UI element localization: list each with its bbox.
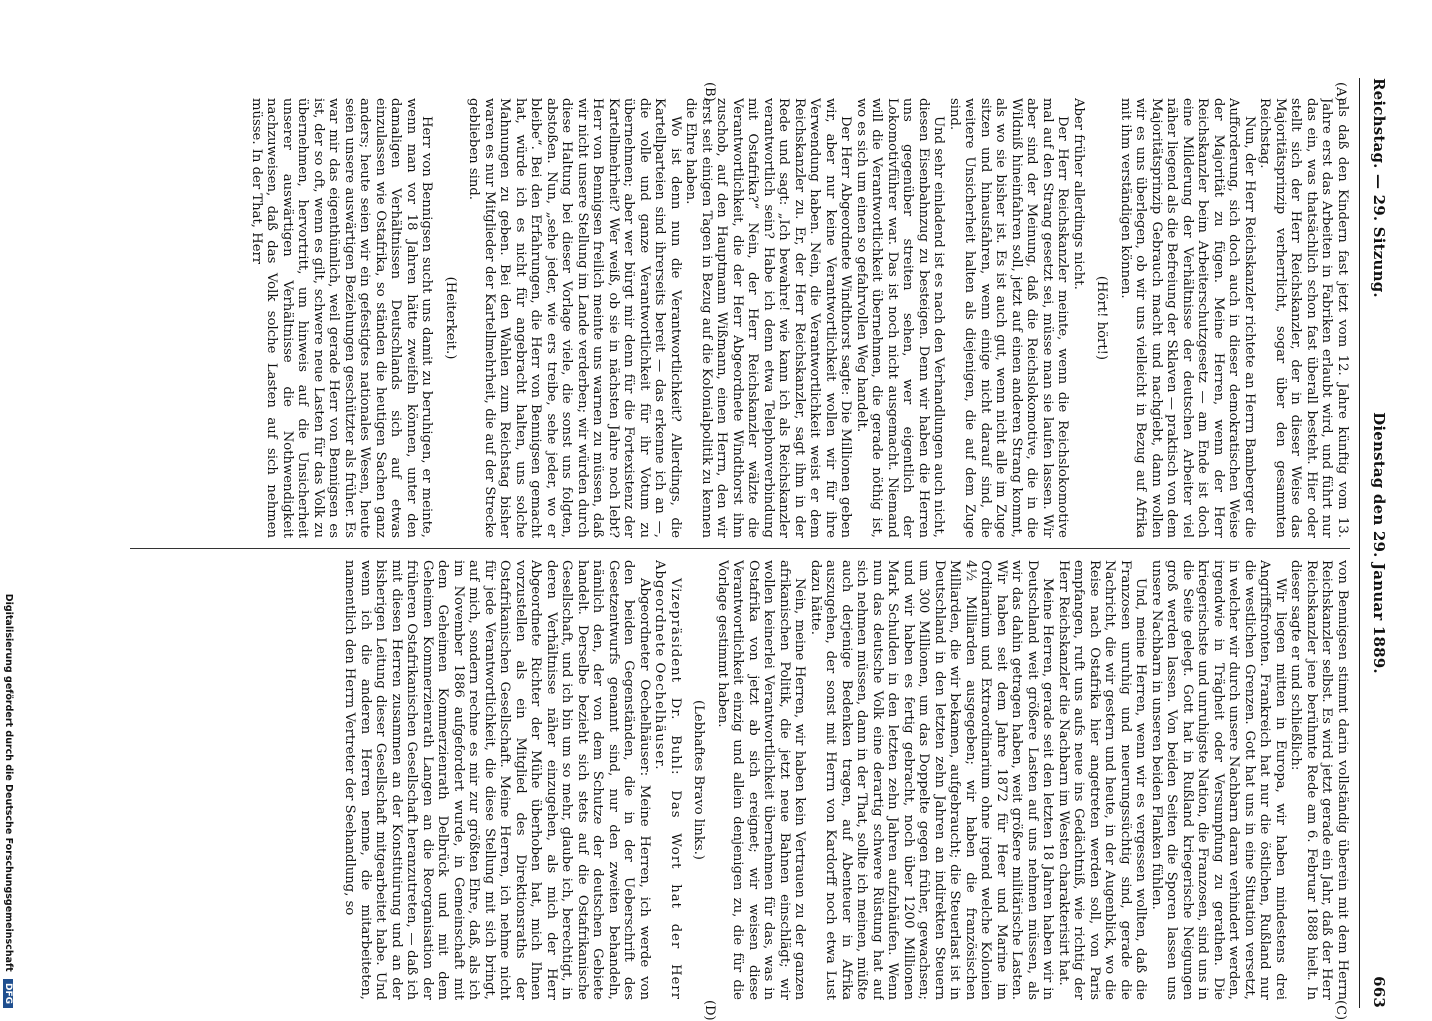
header-session: Reichstag. — 29. Sitzung. [1370, 78, 1388, 298]
paragraph: Aber früher allerdings nicht. [1071, 98, 1086, 290]
footer-text: Digitalisierung gefördert durch die Deutsche Forschungsgemeinschaft [3, 593, 14, 972]
digitization-footer [3, 78, 14, 1008]
dfg-logo: DFG [3, 979, 13, 1008]
quotation: Wir liegen mitten in Europa, wir haben mindestens drei Angriffsfronten. Frankreich hat nur die östlichen, Rußland nur die westlichen Grenzen. Gott hat uns in eine Situation versetzt, in welcher wir durch unsere Nachbarn daran verhindert werden, irgendwie in Trägheit oder Versumpfung zu gerathen. Die kriegerischste und unruhigste Nation, die Franzosen, sind uns in die Seite gelegt. Gott hat in Rußland kriegerische Neigungen groß werden lassen. Von beiden Seiten die Sporen lassen uns unsere Nachbarn in unseren beiden Flanken fühlen. [1149, 560, 1288, 1000]
column-divider [130, 548, 1350, 549]
speaker-intro: Vizepräsident Dr. Buhl: Das Wort hat der Herr Abgeordnete Oechelhäuser. [652, 560, 683, 1000]
left-column [130, 98, 1350, 538]
paragraph: Meine Herren, gerade seit den letzten 18 Jahren haben wir in Deutschland weit größere Lasten auf uns nehmen müssen, als wir das dahin getragen haben, weit größere militärische Lasten. Wir haben seit dem Jahre 1872 für Heer und Marine im Ordinarium und Extraordinarium ohne irgend welche Kolonien 4½ Milliarden ausgegeben; wir haben die französischen Milliarden, die wir bekamen, aufgebraucht; die Steuerlast ist in Deutschland in den letzten zehn Jahren an indirekten Steuern um 300 Millionen, um das Doppelte gegen früher, gewachsen; und wir haben es fertig gebracht, noch über 1200 Millionen Mark Schulden in den letzten zehn Jahren aufzuhäufen. Wenn nun das deutsche Volk eine derartig schwere Rüstung hat auf sich nehmen müssen, dann in der That, sollte ich meinen, müßte auch derjenige Bedenken tragen, auf Abenteuer in Afrika auszugehen, der sonst mit Herrn von Kardorff noch etwa Lust dazu hätte. [808, 560, 1056, 1000]
interjection: (Hört! hört!) [1094, 275, 1110, 361]
margin-marker-a: (A) [1333, 82, 1348, 102]
paragraph: Nun, der Herr Reichskanzler richtete an Herrn Bamberger die Aufforderung, sich doch auch in dieser demokratischen Weise der Majorität zu fügen. Meine Herren, wenn der Herr Reichskanzler beim Arbeiterschutzgesetz — am Ende ist doch eine Milderung der Verhältnisse der deutschen Arbeiter viel näher liegend als die Befreiung der Sklaven — praktisch von dem Majoritätsprinzip Gebrauch macht und nachgiebt, dann wollen wir es uns überlegen, ob wir uns vielleicht in Bezug auf Afrika mit ihm verständigen können. [1118, 98, 1257, 538]
paragraph: Abgeordneter Oechelhäuser: Meine Herren, ich werde von den beiden Gegenständen, die in der Ueberschrift des Gesetzentwurfs genannt sind, nur den zweiten behandeln, nämlich den, der von dem Schutze der deutschen Gebiete handelt. Derselbe bezieht sich stets auf die Ostafrikanische Gesellschaft, und ich bin um so mehr, glaube ich, berechtigt, in deren Verhältnisse näher einzugehen, als mich der Herr Abgeordnete Richter der Mühe überhoben hat, mich Ihnen vorzustellen als ein Mitglied des Direktionsraths der Ostafrikanischen Gesellschaft. Meine Herren, ich nehme nicht für jede Verantwortlichkeit, die diese Stellung mit sich bringt, auf mich, sondern rechne es mir zur größten Ehre, daß, als ich im November 1886 aufgefordert wurde, in Gemeinschaft mit dem Geheimen Kommerzienrath Delbrück und mit dem Geheimen Kommerzienrath Langen an die Reorganisation der früheren Ostafrikanischen Gesellschaft heranzutreten, — daß ich mit diesen Herren zusammen an der Konstituirung und an der bisherigen Leitung dieser Gesellschaft mitgearbeitet habe. Und wenn ich die anderen Herren nenne, die mitarbeiteten, namentlich den Herrn Vertreter der Seehandlung, so [342, 560, 652, 1000]
margin-marker-c: (C) [1333, 1000, 1348, 1021]
margin-marker-d: (D) [702, 1000, 717, 1021]
paragraph: Der Herr Abgeordnete Windthorst sagte: Die Millionen geben wir, aber nur keine Verantwortlichkeit wollen wir für ihre Verwendung haben. Nein, die Verantwortlichkeit weist er dem Reichskanzler zu. Er, der Herr Reichskanzler, sagt ihm in der Rede und sagt: „Ich bewahre! wie kann ich als Reichskanzler verantwortlich sein? Habe ich denn etwa Telephonverbindung mit Ostafrika?“ Nein, der Herr Reichskanzler wälzte die Verantwortlichkeit, die der Herr Abgeordnete Windthorst ihm zuschob, auf den Hauptmann Wißmann, einen Herrn, den wir erst seit einigen Tagen in Bezug auf die Kolonialpolitik zu kennen die Ehre haben. [683, 98, 854, 538]
right-column [130, 560, 1350, 1000]
paragraph: als daß den Kindern fast jetzt vom 12. Jahre künftig vom 13. Jahre erst das Arbeiten in Fabriken erlaubt wird, und führt nur das ein, was thatsächlich schon fast überall besteht. Hier oder stellt sich der Herr Reichskanzler, der in dieser Weise das Majoritätsprinzip verherrlicht, sogar über den gesammten Reichstag. [1257, 98, 1350, 538]
margin-marker-b: (B) [702, 82, 717, 102]
page-header [1362, 78, 1392, 1008]
interjection: (Lebhaftes Bravo links.) [691, 700, 707, 860]
page-number: 663 [1370, 976, 1388, 1008]
header-date: Dienstag den 29. Januar 1889. [1370, 412, 1388, 674]
interjection: (Heiterkeit.) [443, 276, 458, 360]
paragraph: Und sehr einladend ist es nach den Verhandlungen auch nicht, diesen Eisenbahnzug zu besteigen. Denn wir haben die Herren uns gegenüber streiten sehen, wer eigentlich der Lokomotivführer war. Das ist noch nicht ausgemacht. Niemand will die Verantwortlichkeit übernehmen, die gerade nöthig ist, wo es sich um einen so gefahrvollen Weg handelt. [854, 98, 947, 538]
header-rule [1359, 78, 1360, 1008]
paragraph: Nein, meine Herren, wir haben kein Vertrauen zu der ganzen afrikanischen Politik, die jetzt neue Bahnen einschlägt; wir wollen keinerlei Verantwortlichkeit übernehmen für das, was in Ostafrika von jetzt ab sich ereignet; wir weisen diese Verantwortlichkeit einzig und allein denjenigen zu, die für die Vorlage gestimmt haben. [715, 560, 808, 1000]
paragraph: Und, meine Herren, wenn wir es vergessen wollten, daß die Franzosen unruhig und neuerungssüchtig sind, gerade die Nachricht, die wir gestern und heute, in der Augenblick, wo die Reise nach Ostafrika hier angetreten werden soll, von Paris empfangen, ruft uns aufs neue ins Gedächtniß, wie richtig der Herr Reichskanzler die Nachbarn im Westen charakterisirt hat. [1056, 560, 1149, 1000]
paragraph: Wo ist denn nun die Verantwortlichkeit? Allerdings, die Kartellparteien sind ihrerseits bereit — das erkenne ich an —, die volle und ganze Verantwortlichkeit für ihr Votum zu übernehmen; aber wer bürgt mir denn für die Fortexistenz der Kartellmehrheit? Wer weiß, ob sie in nächsten Jahre noch lebt? Herr von Bennigsen freilich meinte uns warnen zu müssen, daß wir nicht unsere Stellung im Lande verderben; wir würden durch diese Haltung bei dieser Vorlage viele, die sonst uns folgten, abstoßen. Nun, „sehe jeder, wie ers treibe, sehe jeder, wo er bleibe“. Bei den Erfahrungen, die Herr von Bennigsen gemacht hat, würde ich es nicht für angebracht halten, uns solche Mahnungen zu geben. Bei den Wahlen zum Reichstag bisher waren es nur Mitglieder der Kartellmehrheit, die auf der Strecke geblieben sind. [466, 98, 683, 538]
paragraph: von Bennigsen stimmt darin vollständig überein mit dem Herrn Reichskanzler selbst. Es wird jetzt gerade ein Jahr, daß der Herr Reichskanzler jene berühmte Rede am 6. Februar 1888 hielt. In dieser sagte er und schließlich: [1288, 560, 1350, 1000]
paragraph: Der Herr Reichskanzler meinte, wenn die Reichslokomotive mal auf den Strang gesetzt sei, müsse man sie laufen lassen. Wir aber sind der Meinung, daß die Reichslokomotive, die in die Wildniß hineinfahren soll, jetzt auf einen anderen Strang kommt, als wo sie bisher ist. Es ist auch gut, wenn nicht alle im Zuge sitzen und hinausfahren, wenn einige nicht darauf sind, die weitere Unsicherheit halten als diejenigen, die auf dem Zuge sind. [947, 98, 1071, 538]
paragraph: Herr von Bennigsen sucht uns damit zu beruhigen, er meinte, wenn man vor 18 Jahren hätte zweifeln können, unter den damaligen Verhältnissen Deutschlands sich auf etwas einzulassen wie Ostafrika, so ständen die heutigen Sachen ganz anders; heute seien wir ein gefestigtes nationales Wesen, heute seien unsere auswärtigen Beziehungen geschützter als früher. Es war mir das eigenthümlich, weil gerade Herr von Bennigsen es ist, der so oft, wenn es gilt, schwere neue Lasten für das Volk zu übernehmen, hervortritt, um hinweis auf die Unsicherheit unserer auswärtigen Verhältnisse die Nothwendigkeit nachzuweisen, daß das Volk solche Lasten auf sich nehmen müsse. In der That, Herr [249, 98, 435, 538]
